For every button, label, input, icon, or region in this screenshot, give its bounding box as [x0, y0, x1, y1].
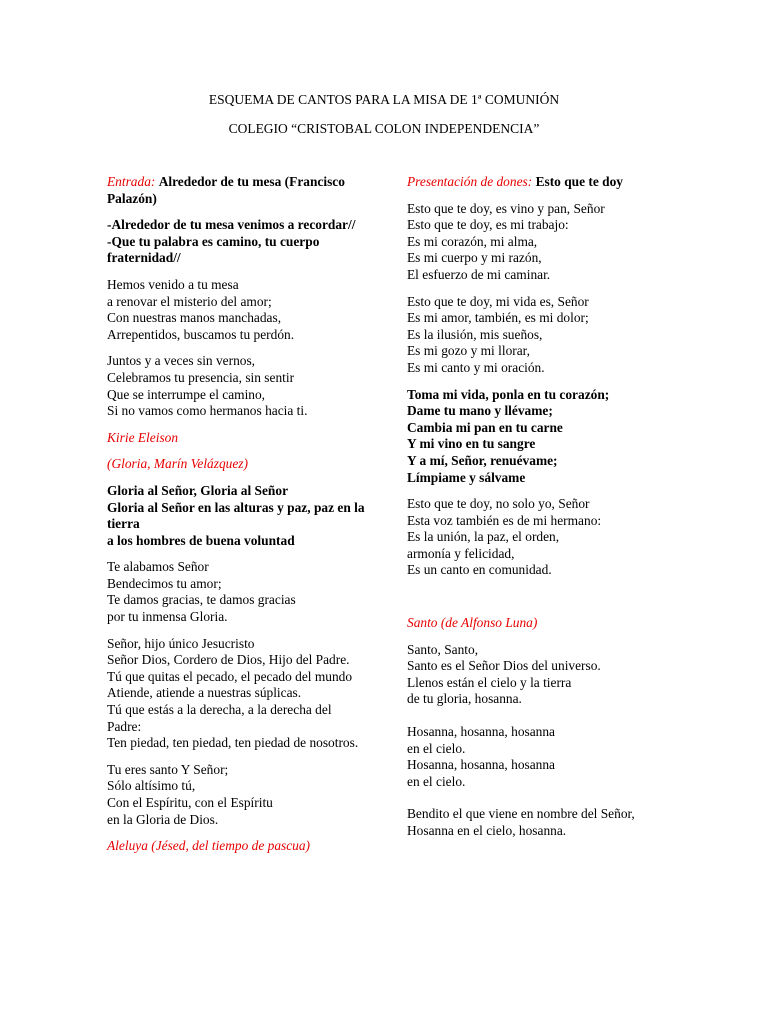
kyrie-heading: Kirie Eleison [107, 429, 179, 445]
lyric-line: Es mi cuerpo y mi razón, [407, 250, 542, 266]
entrada-chorus [107, 217, 369, 267]
gloria-chorus [107, 483, 369, 549]
dones-verse-1 [407, 201, 677, 284]
spacer [407, 589, 677, 615]
lyric-line: Llenos están el cielo y la tierra [407, 674, 572, 690]
lyric-line: en el cielo. [407, 740, 466, 756]
gloria-verse-2 [107, 636, 369, 752]
lyric-line: Y a mí, Señor, renuévame; [407, 452, 558, 468]
lyric-line: Esta voz también es de mi hermano: [407, 512, 602, 528]
lyric-line: Señor, hijo único Jesucristo [107, 635, 255, 651]
santo-verse-1 [407, 642, 677, 708]
entrada-heading [107, 174, 369, 207]
lyric-line: Cambia mi pan en tu carne [407, 419, 563, 435]
gloria-verse-1 [107, 559, 369, 625]
lyric-line: Hosanna en el cielo, hosanna. [407, 823, 567, 838]
lyric-line: Hosanna, hosanna, hosanna [407, 757, 556, 773]
left-column [107, 174, 369, 865]
spacer [407, 708, 677, 724]
lyric-line: Te damos gracias, te damos gracias [107, 592, 296, 608]
lyric-line: Hosanna, hosanna, hosanna [407, 724, 556, 740]
lyric-line: a renovar el misterio del amor; [107, 293, 272, 309]
lyric-line: Bendecimos tu amor; [107, 575, 222, 591]
dones-heading [407, 174, 677, 191]
lyric-line: Esto que te doy, es vino y pan, Señor [407, 200, 605, 216]
lyric-line: Toma mi vida, ponla en tu corazón; [407, 386, 610, 402]
lyric-line: Juntos y a veces sin vernos, [107, 353, 256, 369]
lyric-line: -Que tu palabra es camino, tu cuerpo fraternidad// [107, 233, 320, 266]
lyric-line: Arrepentidos, buscamos tu perdón. [107, 326, 295, 342]
lyric-line: Atiende, atiende a nuestras súplicas. [107, 685, 302, 701]
lyric-line: Santo, Santo, [407, 641, 479, 657]
lyric-line: armonía y felicidad, [407, 545, 515, 561]
lyric-line: Celebramos tu presencia, sin sentir [107, 369, 295, 385]
lyric-line: a los hombres de buena voluntad [107, 532, 295, 548]
dones-chorus [407, 387, 677, 487]
lyric-line: Tu eres santo Y Señor; [107, 761, 229, 777]
right-column [407, 174, 677, 840]
santo-verse-3 [407, 806, 677, 839]
lyric-line: por tu inmensa Gloria. [107, 609, 228, 625]
aleluya-heading: Aleluya (Jésed, del tiempo de pascua) [107, 838, 311, 854]
lyric-line: Es la unión, la paz, el orden, [407, 529, 560, 545]
lyric-line: Es mi gozo y mi llorar, [407, 343, 530, 359]
document-subtitle: COLEGIO “CRISTOBAL COLON INDEPENDENCIA” [228, 121, 540, 136]
lyric-line: Tú que estás a la derecha, a la derecha del Padre: [107, 702, 332, 734]
lyric-line: Con nuestras manos manchadas, [107, 310, 282, 326]
entrada-label: Entrada: [107, 174, 156, 189]
santo-verse-2 [407, 724, 677, 790]
lyric-line: Con el Espíritu, con el Espíritu [107, 795, 273, 810]
lyric-line: Gloria al Señor, Gloria al Señor [107, 482, 289, 498]
lyric-line: Tú que quitas el pecado, el pecado del mundo [107, 668, 353, 684]
entrada-song-title: Alrededor de tu mesa (Francisco Palazón) [107, 174, 345, 206]
gloria-heading: (Gloria, Marín Velázquez) [107, 456, 248, 472]
lyric-line: Bendito el que viene en nombre del Señor, [407, 806, 635, 822]
lyric-line: Y mi vino en tu sangre [407, 436, 536, 452]
document-title: ESQUEMA DE CANTOS PARA LA MISA DE 1ª COMUNIÓN [208, 92, 560, 107]
lyric-line: Gloria al Señor en las alturas y paz, paz en la tierra [107, 499, 365, 532]
lyric-line: Dame tu mano y llévame; [407, 403, 553, 419]
lyric-line: Te alabamos Señor [107, 559, 209, 575]
gloria-verse-3 [107, 762, 369, 828]
lyric-line: Señor Dios, Cordero de Dios, Hijo del Padre. [107, 652, 350, 668]
dones-verse-2 [407, 294, 677, 377]
entrada-verse-2 [107, 353, 369, 419]
lyric-line: Si no vamos como hermanos hacia ti. [107, 403, 308, 419]
lyric-line: Ten piedad, ten piedad, ten piedad de nosotros. [107, 735, 359, 751]
lyric-line: Santo es el Señor Dios del universo. [407, 658, 601, 674]
lyric-line: Límpiame y sálvame [407, 469, 526, 485]
lyric-line: Que se interrumpe el camino, [107, 386, 266, 402]
lyric-line: -Alrededor de tu mesa venimos a recordar// [107, 217, 356, 233]
lyric-line: Es mi canto y mi oración. [407, 359, 545, 375]
lyric-line: Esto que te doy, no solo yo, Señor [407, 496, 590, 512]
lyric-line: Sólo altísimo tú, [107, 778, 196, 794]
lyric-line: Es un canto en comunidad. [407, 562, 552, 578]
lyric-line: Esto que te doy, es mi trabajo: [407, 217, 569, 233]
lyric-line: en el cielo. [407, 773, 466, 789]
lyric-line: de tu gloria, hosanna. [407, 691, 522, 707]
santo-heading: Santo (de Alfonso Luna) [407, 615, 538, 631]
lyric-line: Es mi amor, también, es mi dolor; [407, 310, 589, 326]
lyric-line: Es la ilusión, mis sueños, [407, 326, 543, 342]
dones-verse-3 [407, 496, 677, 579]
dones-song-title: Esto que te doy [535, 174, 623, 189]
lyric-line: Hemos venido a tu mesa [107, 276, 239, 292]
lyric-line: El esfuerzo de mi caminar. [407, 266, 551, 282]
lyric-line: Es mi corazón, mi alma, [407, 233, 538, 249]
dones-label: Presentación de dones: [407, 174, 533, 189]
lyric-line: Esto que te doy, mi vida es, Señor [407, 293, 589, 309]
lyric-line: en la Gloria de Dios. [107, 811, 219, 827]
entrada-verse-1 [107, 277, 369, 343]
spacer [407, 790, 677, 806]
